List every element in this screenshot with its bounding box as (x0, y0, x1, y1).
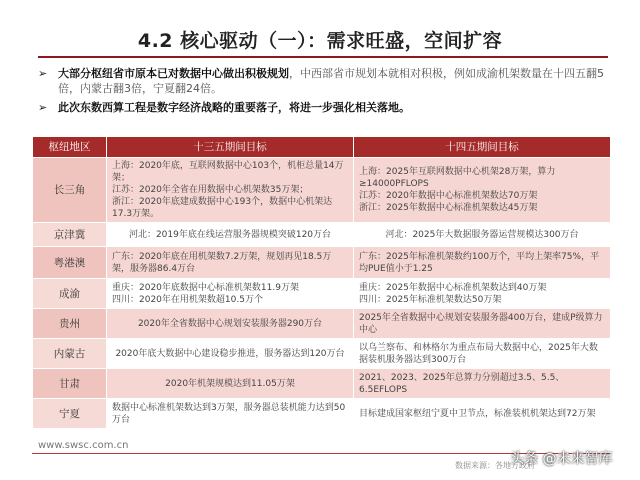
page-title: 4.2 核心驱动（一）：需求旺盛，空间扩容 (137, 30, 503, 52)
table-row (33, 339, 611, 369)
14th-plan-cell (354, 309, 611, 339)
14th-plan-cell (354, 339, 611, 369)
table-row (33, 223, 611, 247)
region-cell: 粤港澳 (33, 247, 107, 279)
cell-line: 广东：2020年底在用机架数7.2万架，规划再见18.5万架，服务器86.4万台 (112, 251, 332, 274)
header-14th-plan: 十四五期间目标 (354, 137, 611, 158)
table-row (33, 158, 611, 223)
cell-line: 数据中心标准机架数达到3万架，服务器总装机能力达到50万台 (112, 402, 346, 425)
table-row (33, 309, 611, 339)
cell-line: 江苏：2020年数据中心标准机架数达70万架 (359, 191, 538, 201)
13th-plan-cell (107, 369, 354, 399)
bullet-bold-text: 大部分枢纽省市原本已对数据中心做出积极规划 (58, 67, 289, 80)
cell-line: 重庆：2020年底数据中心标准机架数11.9万架 (112, 282, 299, 293)
14th-plan-cell (354, 279, 611, 309)
13th-plan-cell (107, 247, 354, 279)
table-row (33, 279, 611, 309)
hub-targets-table (32, 136, 611, 429)
cell-line: 2020年底大数据中心建设稳步推进，服务器达到120万台 (115, 348, 345, 359)
cell-line: 上海：2020年底，互联网数据中心103个，机柜总量14万架； (112, 161, 344, 183)
13th-plan-cell (107, 279, 354, 309)
cell-line: 浙江：2020年底建成数据中心193个，数据中心机架达17.3万架。 (112, 197, 333, 219)
14th-plan-cell (354, 399, 611, 429)
13th-plan-cell (107, 399, 354, 429)
13th-plan-cell (107, 339, 354, 369)
region-cell: 贵州 (33, 309, 107, 339)
cell-line: 2021、2023、2025年总算力分别超过3.5、5.5、6.5EFLOPS (359, 372, 565, 395)
region-cell: 甘肃 (33, 369, 107, 399)
14th-plan-cell (354, 369, 611, 399)
data-source-note: 数据来源：各地方政府 (455, 461, 535, 470)
cell-line: 2020年全省数据中心规划安装服务器290万台 (137, 318, 323, 329)
cell-line: 目标建成国家枢纽宁夏中卫节点，标准装机机架达到72万架 (359, 408, 596, 419)
bullet-bold-text: 此次东数西算工程是数字经济战略的重要落子，将进一步强化相关落地。 (58, 101, 410, 114)
cell-line: 浙江：2025年数据中心标准机架数达45万架 (359, 203, 538, 213)
cell-line: 四川：2020年在用机架数超10.5万个 (112, 294, 263, 305)
header-13th-plan: 十三五期间目标 (107, 137, 354, 158)
cell-line: 河北：2025年大数据服务器运营规模达300万台 (385, 229, 579, 240)
cell-line: 2020年机架规模达到11.05万架 (165, 378, 295, 389)
cell-line: 上海：2025年互联网数据中心机架28万架，算力≥14000PFLOPS (359, 167, 556, 189)
arrow-bullet-icon: ➢ (38, 67, 48, 80)
13th-plan-cell (107, 158, 354, 223)
bullet-item (38, 100, 610, 115)
13th-plan-cell (107, 223, 354, 247)
cell-line: 河北：2019年底在线运营服务器规模突破120万台 (128, 229, 332, 240)
cell-line: 以乌兰察布、和林格尔为重点布局大数据中心，2025年大数据装机服务器达到300万台 (359, 342, 598, 365)
watermark (510, 448, 612, 468)
table-header-row (33, 137, 611, 158)
arrow-bullet-icon: ➢ (38, 101, 48, 114)
cell-line: 江苏：2020年全省在用数据中心机架数35万架； (112, 185, 309, 195)
region-cell: 内蒙古 (33, 339, 107, 369)
bullet-item (38, 66, 610, 96)
table-row (33, 247, 611, 279)
title-divider (38, 56, 608, 58)
14th-plan-cell (354, 158, 611, 223)
bullet-text (58, 100, 610, 115)
bullet-rest-text: ，中西部省市规划本就相对积极，例如成渝机架数量在十四五翻5倍，内蒙古翻3倍，宁夏翻24倍。 (58, 67, 604, 95)
table-row (33, 399, 611, 429)
bullet-list (38, 66, 610, 119)
bullet-text (58, 66, 610, 96)
cell-line: 四川：2025年标准机架数达50万架 (359, 294, 502, 305)
14th-plan-cell (354, 247, 611, 279)
region-cell: 长三角 (33, 158, 107, 223)
cell-line: 广东：2025年标准机架数约100万个，平均上架率75%，平均PUE值小于1.25 (359, 251, 600, 274)
table-row (33, 369, 611, 399)
header-region: 枢纽地区 (33, 137, 107, 158)
footer-url: www.swsc.com.cn (38, 440, 129, 451)
region-cell: 京津冀 (33, 223, 107, 247)
cell-line: 2025年全省数据中心规划安装服务器400万台，建成P级算力中心 (359, 312, 603, 335)
watermark-text: 头条 @未来智库 (510, 451, 613, 467)
14th-plan-cell (354, 223, 611, 247)
region-cell: 宁夏 (33, 399, 107, 429)
cell-line: 重庆：2025年数据中心标准机架数达到40万架 (359, 282, 547, 293)
13th-plan-cell (107, 309, 354, 339)
region-cell: 成渝 (33, 279, 107, 309)
